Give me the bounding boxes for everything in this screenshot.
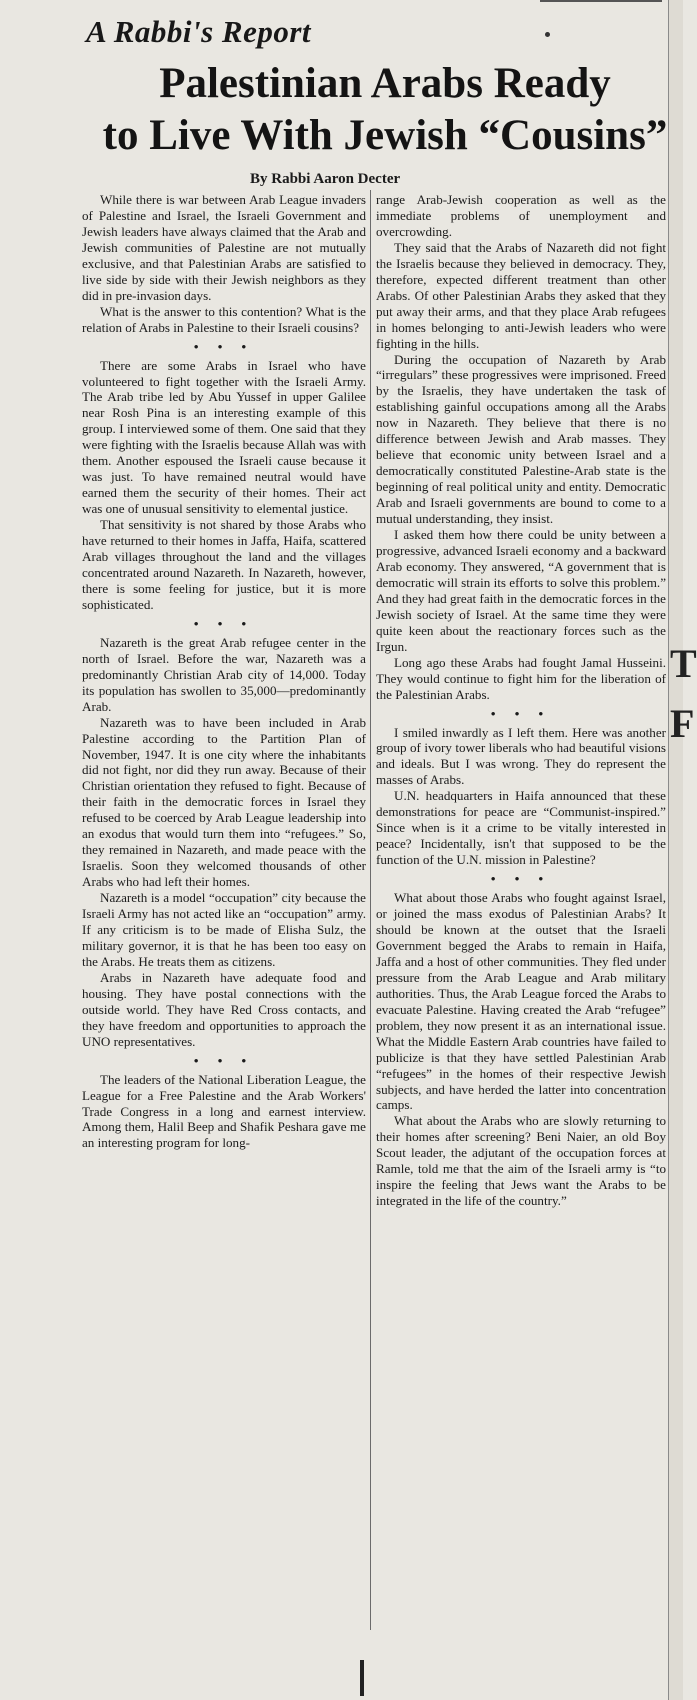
- article-byline: By Rabbi Aaron Decter: [250, 171, 401, 187]
- paragraph: There are some Arabs in Israel who have volunteered to fight together with the Israeli Army. The Arab tribe led by Abu Yussef in upper Galilee near Rosh Pina is an interesting example of this group. I interviewed some of them. One said that they were fighting with the Israelis because Allah was with them. Another espoused the Israeli cause because it was just. To have remained neutral would have earned them the security of their homes. Their act was one of unusual sensitivity to elemental justice.: [82, 357, 366, 517]
- paragraph: That sensitivity is not shared by those Arabs who have returned to their homes in Jaffa, Haifa, scattered Arab villages throughout the land and the villages concentrated around Nazareth. In Nazareth, however, there is some feeling for justice, but it is more sophisticated.: [82, 517, 366, 612]
- section-separator: • • •: [193, 615, 255, 631]
- adjacent-article-edge: [668, 0, 683, 1700]
- paragraph: Arabs in Nazareth have adequate food and housing. They have postal connections with the outside world. They have Red Cross contacts, and they have freedom and opportunities to approach the UNO representatives.: [82, 969, 366, 1049]
- paragraph: They said that the Arabs of Nazareth did not fight the Israelis because they believed in democracy. They, therefore, expected different treatment than other Arabs. Of other Palestinian Arabs they asked that they put away their arms, and that they place Arab refugees in homes belonging to anti-Jewish leaders who were fighting in the hills.: [376, 239, 666, 351]
- paragraph: During the occupation of Nazareth by Arab “irregulars” these progressives were imprisoned. Freed by the Israelis, they have undertaken the task of establishing gainful occupations among all the Arabs now in Nazareth. They believe that there is no difference between Jewish and Arab masses. They believe that economic unity between Israel and a democratically constituted Palestine-Arab state is the beginning of real political unity and entity. Democratic Arab and Israeli governments are bound to come to a mutual understanding, they insist.: [376, 351, 666, 527]
- section-separator: • • •: [490, 871, 552, 887]
- paragraph: What about those Arabs who fought against Israel, or joined the mass exodus of Palestinian Arabs? It should be known at the outset that the Israeli Government begged the Arabs to remain in Haifa, Jaffa and a host of other communities. They fled under pressure from the Arab League and Arab military authorities. Thus, the Arab League forced the Arabs to evacuate Palestine. Having created the Arab “refugee” problem, they now present it as an international issue. What the Middle Eastern Arab countries have failed to publicize is that they have settled Palestinian Arab “refugees” in the homes of their respective Jewish subjects, and have herded the latter into concentration camps.: [376, 890, 666, 1113]
- section-separator: • • •: [193, 1052, 255, 1068]
- paragraph: I asked them how there could be unity between a progressive, advanced Israeli economy and a backward Arab economy. They answered, “A government that is democratic will strain its efforts to solve this problem.” And they had great faith in the democratic forces in the Jewish society of Israel. At the same time they were quite keen about the reactionary forces such as the Irgun.: [376, 527, 666, 654]
- paragraph: Nazareth is the great Arab refugee center in the north of Israel. Before the war, Nazareth was a predominantly Christian Arab city of 14,000. Today its population has swollen to 35,000—predominantly Arab.: [82, 634, 366, 714]
- column-divider: [370, 190, 371, 1630]
- paragraph: The leaders of the National Liberation League, the League for a Free Palestine and the Arab Workers' Trade Congress in a long and earnest interview. Among them, Halil Beep and Shafik Peshara gave me an interesting program for long-: [82, 1071, 366, 1151]
- paragraph: range Arab-Jewish cooperation as well as the immediate problems of unemployment and overcrowding.: [376, 192, 666, 239]
- headline-line-1: Palestinian Arabs Ready: [159, 60, 611, 107]
- paragraph: Long ago these Arabs had fought Jamal Husseini. They would continue to fight him for the liberation of the Palestinian Arabs.: [376, 654, 666, 702]
- paragraph: What is the answer to this contention? What is the relation of Arabs in Palestine to their Israeli cousins?: [82, 303, 366, 335]
- print-speck: [545, 32, 550, 37]
- adjacent-headline-glyph: T: [670, 641, 697, 686]
- article-headline: [100, 58, 670, 162]
- section-separator: • • •: [193, 338, 255, 354]
- left-column: [82, 192, 366, 1622]
- paragraph: What about the Arabs who are slowly returning to their homes after screening? Beni Naier, an old Boy Scout leader, the adjutant of the occupation forces at Ramle, told me that the aim of the Israeli army is “to inspire the feeling that Jews want the Arabs to be integrated in the life of the country.”: [376, 1113, 666, 1209]
- paragraph: I smiled inwardly as I left them. Here was another group of ivory tower liberals who had beautiful visions and ideals. But I was wrong. They do represent the masses of Arabs.: [376, 724, 666, 788]
- paragraph: Nazareth was to have been included in Arab Palestine according to the Partition Plan of November, 1947. It is one city where the inhabitants did not fight, nor did they run away. Because of their Christian orientation they refused to fight. Because of their faith in the democratic forces in Israel they refused to be coerced by Arab League leadership into an exodus that would turn them into “refugees.” So, they remained in Nazareth, and made peace with the Israelis. Soon they welcomed thousands of other Arabs who had left their homes.: [82, 714, 366, 890]
- article-kicker: A Rabbi's Report: [86, 14, 312, 49]
- right-column: [376, 192, 666, 1622]
- headline-line-2: to Live With Jewish “Cousins”: [102, 112, 668, 159]
- paragraph: While there is war between Arab League invaders of Palestine and Israel, the Israeli Government and Jewish leaders have always claimed that the Arab and Jewish communities of Palestine are not mutually exclusive, and that Palestinian Arabs are satisfied to live side by side with their Jewish neighbors as they did in pre-invasion days.: [82, 192, 366, 303]
- adjacent-headline-glyph: F: [670, 701, 695, 746]
- section-separator: • • •: [490, 705, 552, 721]
- paragraph: Nazareth is a model “occupation” city because the Israeli Army has not acted like an “occupation” army. If any criticism is to be made of Elisha Sulz, the military governor, it is that he has been too easy on the Arabs. He treats them as citizens.: [82, 890, 366, 969]
- paragraph: U.N. headquarters in Haifa announced that these demonstrations for peace are “Communist-inspired.” Since when is it a crime to be vitally interested in peace? Incidentally, isn't that supposed to be the function of the U.N. mission in Palestine?: [376, 788, 666, 868]
- top-rule: [540, 0, 662, 2]
- print-mark: [360, 1660, 364, 1696]
